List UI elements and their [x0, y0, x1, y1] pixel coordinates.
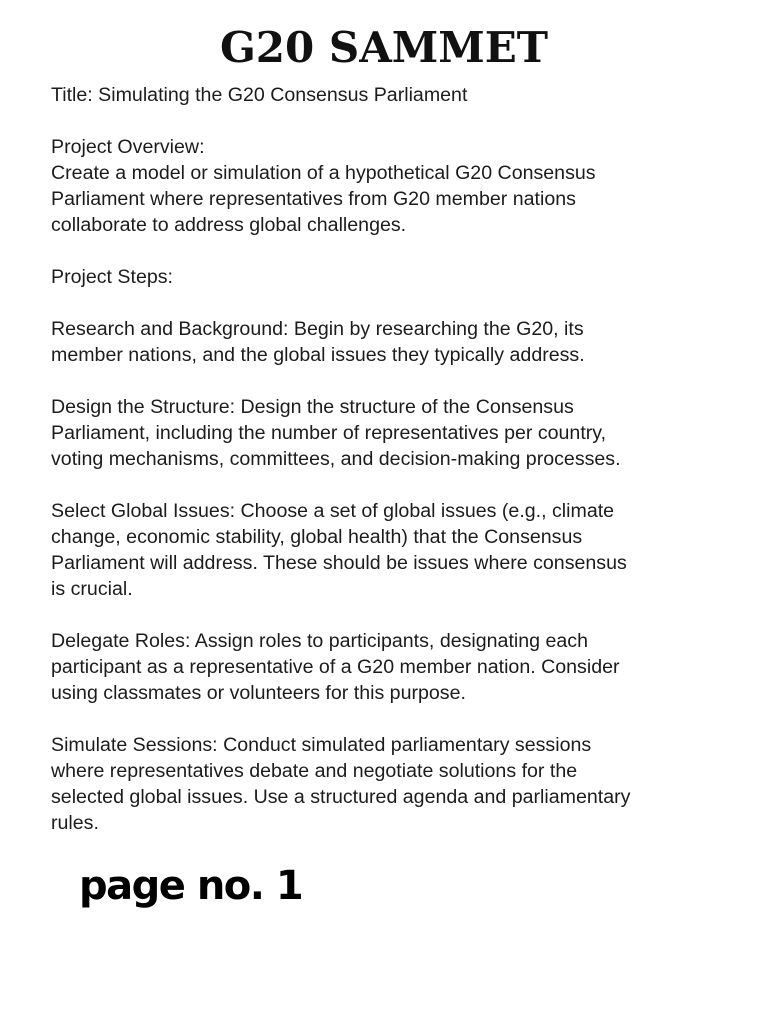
- overview-line: Parliament where representatives from G20 member nations: [51, 188, 576, 210]
- overview-section: [51, 134, 751, 238]
- step-line: member nations, and the global issues they typically address.: [51, 344, 585, 366]
- step-line: Simulate Sessions: Conduct simulated parliamentary sessions: [51, 734, 592, 756]
- step-line: Parliament, including the number of representatives per country,: [51, 422, 607, 444]
- steps-heading-paragraph: [51, 264, 751, 290]
- step-line: Research and Background: Begin by researching the G20, its: [51, 318, 584, 340]
- step-research: [51, 316, 751, 368]
- step-line: selected global issues. Use a structured agenda and parliamentary: [51, 786, 631, 808]
- step-line: Delegate Roles: Assign roles to participants, designating each: [51, 630, 588, 652]
- step-line: using classmates or volunteers for this purpose.: [51, 682, 466, 704]
- step-line: Select Global Issues: Choose a set of global issues (e.g., climate: [51, 500, 615, 522]
- step-line: participant as a representative of a G20 member nation. Consider: [51, 656, 620, 678]
- title-line-text: Title: Simulating the G20 Consensus Parliament: [51, 84, 468, 106]
- step-delegate-roles: [51, 628, 751, 706]
- title-line: [51, 82, 751, 108]
- page-number-label: page no. 1: [79, 863, 303, 909]
- step-line: rules.: [51, 812, 99, 834]
- step-select-issues: [51, 498, 751, 602]
- document-heading: G20 SAMMET: [219, 23, 549, 72]
- step-line: voting mechanisms, committees, and decision-making processes.: [51, 448, 621, 470]
- overview-heading: Project Overview:: [51, 136, 205, 158]
- step-line: Design the Structure: Design the structure of the Consensus: [51, 396, 574, 418]
- step-line: is crucial.: [51, 578, 133, 600]
- overview-line: Create a model or simulation of a hypothetical G20 Consensus: [51, 162, 596, 184]
- step-line: change, economic stability, global health) that the Consensus: [51, 526, 583, 548]
- step-line: where representatives debate and negotiate solutions for the: [51, 760, 578, 782]
- step-design: [51, 394, 751, 472]
- steps-heading: Project Steps:: [51, 266, 173, 288]
- document-body: [51, 82, 751, 862]
- step-line: Parliament will address. These should be issues where consensus: [51, 552, 627, 574]
- overview-line: collaborate to address global challenges.: [51, 214, 407, 236]
- step-simulate-sessions: [51, 732, 751, 836]
